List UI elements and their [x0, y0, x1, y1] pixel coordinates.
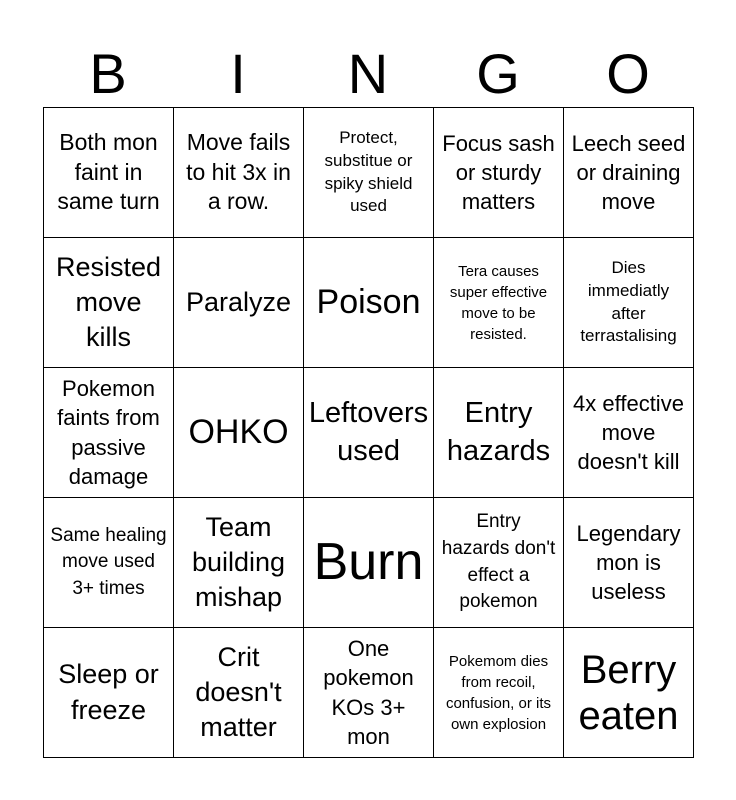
cell-text: Leech seed or draining move [571, 130, 686, 215]
bingo-cell-4-1[interactable] [44, 498, 174, 628]
cell-text: Berry eaten [578, 647, 679, 738]
cell-text: One pokemon KOs 3+ mon [323, 636, 414, 749]
cell-text: Dies immediatly after terrastalising [580, 257, 677, 346]
bingo-cell-1-2[interactable] [174, 108, 304, 238]
bingo-cell-3-5[interactable] [564, 368, 694, 498]
bingo-cell-5-4[interactable] [434, 628, 564, 758]
bingo-cell-1-5[interactable] [564, 108, 694, 238]
bingo-cell-3-1[interactable] [44, 368, 174, 498]
cell-text: Resisted move kills [55, 251, 162, 353]
cell-text: 4x effective move doesn't kill [573, 390, 684, 475]
cell-text: Team building mishap [191, 511, 286, 613]
bingo-cell-5-3[interactable] [304, 628, 434, 758]
bingo-cell-4-2[interactable] [174, 498, 304, 628]
bingo-cell-2-2[interactable] [174, 238, 304, 368]
bingo-cell-5-5[interactable] [564, 628, 694, 758]
cell-text: Sleep or freeze [58, 659, 159, 725]
cell-text: Tera causes super effective move to be resisted. [449, 262, 548, 343]
bingo-cell-1-3[interactable] [304, 108, 434, 238]
cell-text: Move fails to hit 3x in a row. [186, 128, 291, 215]
cell-text: Poison [316, 283, 421, 322]
header-letter-o: O [606, 42, 650, 105]
header-letter-b: B [89, 42, 127, 105]
bingo-cell-2-5[interactable] [564, 238, 694, 368]
bingo-cell-4-5[interactable] [564, 498, 694, 628]
cell-text: Same healing move used 3+ times [50, 524, 167, 599]
cell-text: Pokemon faints from passive damage [57, 376, 160, 489]
bingo-cell-1-1[interactable] [44, 108, 174, 238]
cell-text: Crit doesn't matter [195, 641, 282, 743]
bingo-header [43, 40, 693, 108]
bingo-cell-4-3[interactable] [304, 498, 434, 628]
header-letter-i: I [230, 42, 246, 105]
bingo-cell-1-4[interactable] [434, 108, 564, 238]
cell-text: Paralyze [185, 286, 292, 317]
bingo-cell-5-2[interactable] [174, 628, 304, 758]
cell-text: Entry hazards [446, 396, 551, 467]
bingo-grid [43, 107, 694, 758]
bingo-cell-2-3[interactable] [304, 238, 434, 368]
bingo-cell-4-4[interactable] [434, 498, 564, 628]
cell-text: Leftovers used [308, 396, 429, 467]
cell-text: Protect, substitue or spiky shield used [324, 127, 413, 216]
cell-text: Focus sash or sturdy matters [442, 130, 555, 215]
cell-text: OHKO [188, 413, 289, 452]
bingo-cell-2-1[interactable] [44, 238, 174, 368]
cell-text: Pokemom dies from recoil, confusion, or its own explosion [445, 652, 552, 733]
bingo-cell-3-2[interactable] [174, 368, 304, 498]
cell-text: Burn [313, 532, 424, 591]
cell-text: Both mon faint in same turn [57, 128, 160, 215]
bingo-cell-3-3[interactable] [304, 368, 434, 498]
bingo-cell-3-4[interactable] [434, 368, 564, 498]
header-letter-n: N [347, 42, 389, 105]
header-letter-g: G [476, 42, 520, 105]
bingo-cell-5-1[interactable] [44, 628, 174, 758]
cell-text: Legendary mon is useless [576, 520, 681, 605]
cell-text: Entry hazards don't effect a pokemon [441, 511, 556, 613]
bingo-cell-2-4[interactable] [434, 238, 564, 368]
